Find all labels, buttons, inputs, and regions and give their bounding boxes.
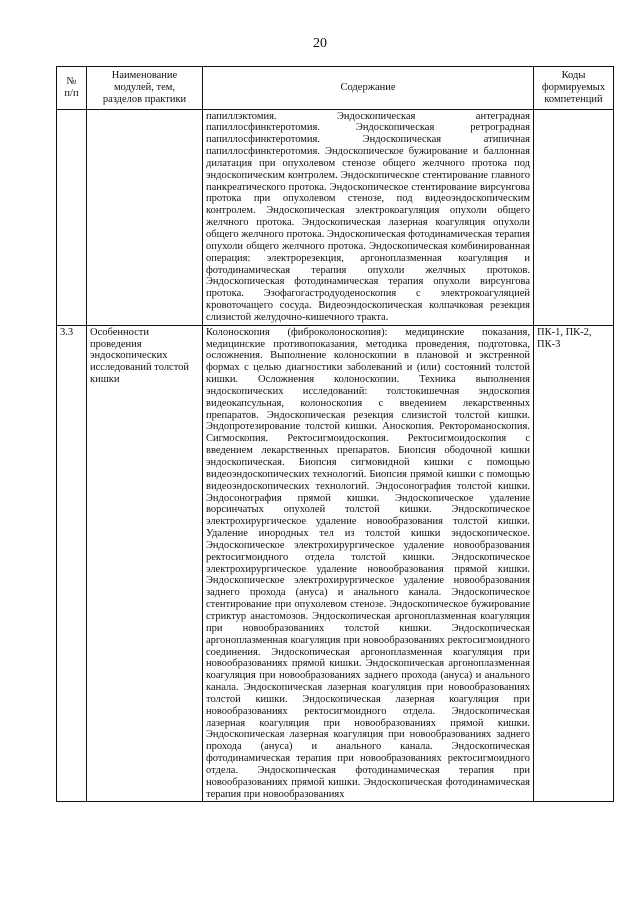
header-codes-line: формируемых [541, 81, 606, 93]
header-num [57, 67, 87, 110]
table-row [57, 109, 614, 325]
curriculum-table [56, 66, 614, 802]
header-name-line: модулей, тем, [113, 81, 175, 93]
table-header-row [57, 67, 614, 110]
row-codes: ПК-1, ПК-2, ПК-3 [534, 325, 614, 802]
header-name-line: Наименование [111, 70, 178, 81]
header-codes [534, 67, 614, 110]
header-name [87, 67, 203, 110]
row-name: Особенности проведения эндоскопических исследований толстой кишки [87, 325, 203, 802]
row-num: 3.3 [57, 325, 87, 802]
header-codes-line: Коды [561, 70, 586, 81]
row-content: Колоноскопия (фиброколоноскопия): медицинские показания, медицинские противопоказания, методика проведения, подготовка, осложнения. Выполнение колоноскопии в плановой и экстренной формах с целью диагностики заболеваний и (или) состояний толстой кишки. Осложнения колоноскопии. Техника выполнения эндоскопических исследований: толстокишечная эндоскопия видеокапсульная, колоноскопия с введением лекарственных препаратов. Эндоскопическая резекция слизистой толстой кишки. Эндопротезирование толстой кишки. Аноскопия. Ректороманоскопия. Сигмоскопия. Ректосигмоидоскопия. Ректосигмоидоскопия с введением лекарственных препаратов. Биопсия ободочной кишки эндоскопическая. Биопсия сигмовидной кишки с помощью видеоэндоскопических технологий. Биопсия прямой кишки с помощью видеоэндоскопических технологий. Эндосонография толстой кишки. Эндосонография прямой кишки. Эндоскопическое удаление ворсинчатых опухолей толстой кишки. Эндоскопическое электрохирургическое удаление новообразования толстой кишки. Удаление инородных тел из толстой кишки эндоскопическое. Эндоскопическое электрохирургическое удаление новообразования ректосигмоидного отдела толстой кишки. Эндоскопическое электрохирургическое удаление новообразования прямой кишки. Эндоскопическое электрохирургическое удаление новообразования заднего прохода (ануса) и анального канала. Эндоскопическое стентирование при опухолевом стенозе. Эндоскопическое бужирование стриктур анастомозов. Эндоскопическая аргоноплазменная коагуляция при новообразованиях толстой кишки. Эндоскопическая аргоноплазменная коагуляция при новообразованиях ректосигмоидного соединения. Эндоскопическая аргоноплазменная коагуляция при новообразованиях прямой кишки. Эндоскопическая аргоноплазменная коагуляция при новообразованиях заднего прохода (ануса) и анального канала. Эндоскопическая лазерная коагуляция при новообразованиях толстой кишки. Эндоскопическая лазерная коагуляция при новообразованиях ректосигмоидного отдела. Эндоскопическая лазерная коагуляция при новообразованиях прямой кишки. Эндоскопическая лазерная коагуляция при новообразованиях заднего прохода (ануса) и анального канала. Эндоскопическая фотодинамическая терапия при новообразованиях ректосигмоидного отдела. Эндоскопическая фотодинамическая терапия при новообразованиях прямой кишки. Эндоскопическая фотодинамическая терапия при новообразованиях [203, 325, 534, 802]
page-number: 20 [313, 36, 327, 51]
header-content: Содержание [203, 67, 534, 110]
table-row [57, 325, 614, 802]
row-num [57, 109, 87, 325]
header-name-line: разделов практики [102, 93, 187, 105]
header-codes-line: компетенций [544, 93, 603, 105]
row-codes [534, 109, 614, 325]
header-num-line: п/п [64, 87, 79, 99]
row-name [87, 109, 203, 325]
row-content: папиллэктомия. Эндоскопическая антеградная папиллосфинктеротомия. Эндоскопическая ретроградная папиллосфинктеротомия. Эндоскопическая атипичная папиллосфинктеротомия. Эндоскопическое бужирование и баллонная дилатация при опухолевом стенозе общего желчного протока под эндоскопическим контролем. Эндоскопическое стентирование главного панкреатического протока. Эндоскопическое стентирование вирсунгова протока при опухолевом стенозе, под видеоэндоскопическим контролем. Эндоскопическая электрокоагуляция опухоли общего желчного протока. Эндоскопическая лазерная коагуляция опухоли общего желчного протока. Эндоскопическая фотодинамическая терапия опухоли общего желчного протока. Эндоскопическая комбинированная операция: электрорезекция, аргоноплазменная коагуляция и фотодинамическая терапия опухоли желчных протоков. Эндоскопическая фотодинамическая терапия опухоли вирсунгова протока. Эзофагогастродуоденоскопия с электрокоагуляцией кровоточащего сосуда. Видеоэндоскопическая колпачковая резекция слизистой желудочно-кишечного тракта. [203, 109, 534, 325]
header-num-line: № [66, 75, 77, 87]
